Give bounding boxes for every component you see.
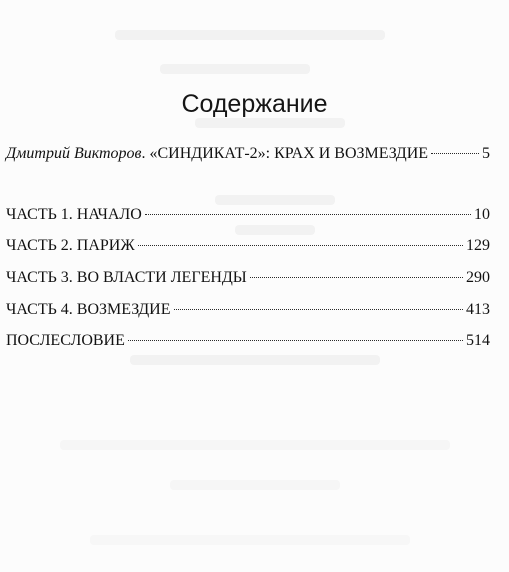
bleed-through-mark — [160, 64, 310, 74]
toc-entry-label: ЧАСТЬ 2. ПАРИЖ — [6, 237, 135, 254]
toc-row-part-2 — [6, 236, 490, 256]
toc-page-number: 10 — [474, 206, 490, 223]
bleed-through-mark — [130, 355, 380, 365]
dot-leader — [431, 153, 479, 154]
toc-page-number: 290 — [466, 269, 490, 286]
toc-entry-label: ПОСЛЕСЛОВИЕ — [6, 332, 125, 349]
dot-leader — [250, 277, 463, 278]
toc-preface-label — [6, 144, 428, 164]
dot-leader — [174, 309, 463, 310]
bleed-through-mark — [60, 440, 450, 450]
bleed-through-mark — [195, 118, 345, 128]
toc-page-number: 5 — [482, 145, 490, 162]
dot-leader — [138, 245, 463, 246]
toc-row-part-4 — [6, 300, 490, 320]
toc-entry-label: ЧАСТЬ 4. ВОЗМЕЗДИЕ — [6, 301, 171, 318]
bleed-through-mark — [90, 535, 410, 545]
contents-heading: Содержание — [181, 90, 328, 118]
toc-row-afterword — [6, 331, 490, 351]
toc-row-part-3 — [6, 268, 490, 288]
toc-row-preface — [6, 144, 490, 164]
toc-row-part-1 — [6, 205, 490, 225]
bleed-through-mark — [115, 30, 385, 40]
toc-page-number: 413 — [466, 301, 490, 318]
bleed-through-mark — [235, 225, 315, 235]
toc-preface-title: «СИНДИКАТ-2»: КРАХ И ВОЗМЕЗДИЕ — [149, 145, 429, 162]
toc-page-number: 129 — [466, 237, 490, 254]
toc-page-number: 514 — [466, 332, 490, 349]
toc-entry-label: ЧАСТЬ 3. ВО ВЛАСТИ ЛЕГЕНДЫ — [6, 269, 247, 286]
toc-preface-separator: . — [141, 145, 150, 162]
dot-leader — [145, 214, 471, 215]
bleed-through-mark — [170, 480, 340, 490]
toc-entry-label: ЧАСТЬ 1. НАЧАЛО — [6, 206, 142, 223]
toc-preface-author: Дмитрий Викторов — [6, 145, 142, 162]
bleed-through-mark — [215, 195, 335, 205]
dot-leader — [128, 340, 463, 341]
